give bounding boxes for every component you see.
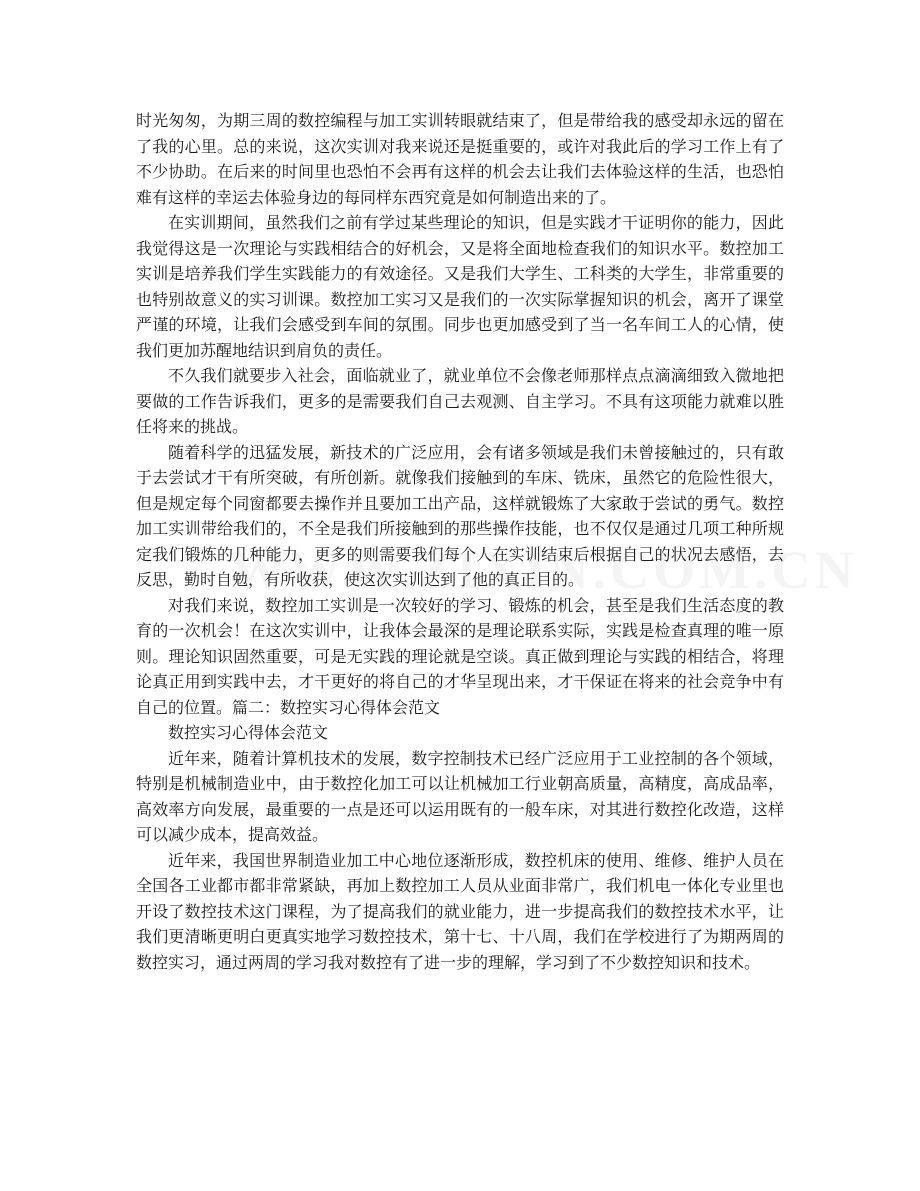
document-body <box>136 108 784 975</box>
section-title: 数控实习心得体会范文 <box>168 723 329 742</box>
paragraph-4: 随着科学的迅猛发展，新技术的广泛应用，会有诸多领域是我们未曾接触过的，只有敢于去尝试才干有所突破，有所创新。就像我们接触到的车床、铣床，虽然它的危险性很大，但是规定每个同窗都要去操作并且要加工出产品，这样就锻炼了大家敢于尝试的勇气。数控加工实训带给我们的，不全是我们所接触到的那些操作技能，也不仅仅是通过几项工种所规定我们锻炼的几种能力，更多的则需要我们每个人在实训结束后根据自己的状况去感悟，去反思，勤时自勉，有所收获，使这次实训达到了他的真正目的。 <box>136 442 784 589</box>
paragraph-7: 近年来，我国世界制造业加工中心地位逐渐形成，数控机床的使用、维修、维护人员在全国各工业都市都非常紧缺，再加上数控加工人员从业面非常广，我们机电一体化专业里也开设了数控技术这门课程，为了提高我们的就业能力，进一步提高我们的数控技术水平，让我们更清晰更明白更真实地学习数控技术，第十七、十八周，我们在学校进行了为期两周的数控实习，通过两周的学习我对数控有了进一步的理解，学习到了不少数控知识和技术。 <box>136 850 784 972</box>
paragraph-1: 时光匆匆，为期三周的数控编程与加工实训转眼就结束了，但是带给我的感受却永远的留在了我的心里。总的来说，这次实训对我来说还是挺重要的，或许对我此后的学习工作上有了不少协助。在后来的时间里也恐怕不会再有这样的机会去让我们去体验这样的生活，也恐怕难有这样的幸运去体验身边的每同样东西究竟是如何制造出来的了。 <box>136 111 784 207</box>
paragraph-6: 近年来，随着计算机技术的发展，数字控制技术已经广泛应用于工业控制的各个领域，特别是机械制造业中，由于数控化加工可以让机械加工行业朝高质量，高精度，高成品率，高效率方向发展，最重要的一点是还可以运用既有的一般车床，对其进行数控化改造，这样可以减少成本，提高效益。 <box>136 748 784 844</box>
paragraph-2: 在实训期间，虽然我们之前有学过某些理论的知识，但是实践才干证明你的能力，因此我觉得这是一次理论与实践相结合的好机会，又是将全面地检查我们的知识水平。数控加工实训是培养我们学生实践能力的有效途径。又是我们大学生、工科类的大学生，非常重要的也特别故意义的实习训课。数控加工实习又是我们的一次实际掌握知识的机会，离开了课堂严谨的环境，让我们会感受到车间的氛围。同步也更加感受到了当一名车间工人的心情，使我们更加苏醒地结识到肩负的责任。 <box>136 213 784 360</box>
paragraph-5: 对我们来说，数控加工实训是一次较好的学习、锻炼的机会，甚至是我们生活态度的教育的一次机会！在这次实训中，让我体会最深的是理论联系实际，实践是检查真理的唯一原则。理论知识固然重要，可是无实践的理论就是空谈。真正做到理论与实践的相结合，将理论真正用到实践中去，才干更好的将自己的才华呈现出来，才干保证在将来的社会竞争中有自己的位置。篇二：数控实习心得体会范文 <box>136 595 784 717</box>
paragraph-3: 不久我们就要步入社会，面临就业了，就业单位不会像老师那样点点滴滴细致入微地把要做的工作告诉我们，更多的是需要我们自己去观测、自主学习。不具有这项能力就难以胜任将来的挑战。 <box>136 366 784 436</box>
